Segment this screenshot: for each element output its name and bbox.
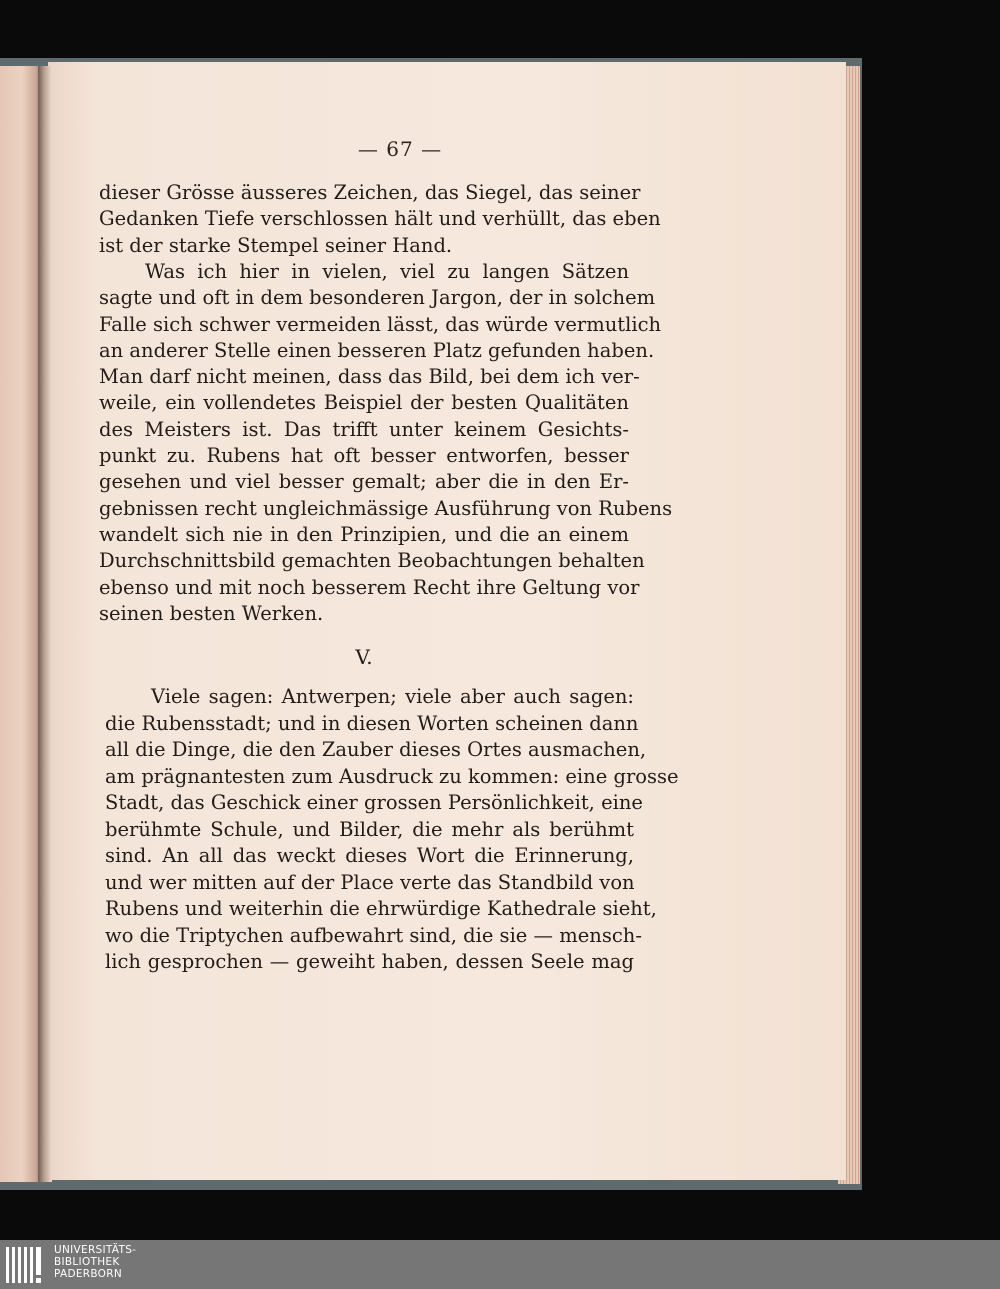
text-line: Stadt, das Geschick einer grossen Persönlichkeit, eine [105,791,643,814]
text-line: ist der starke Stempel seiner Hand. [99,233,453,257]
text-line: all die Dinge, die den Zauber dieses Ortes ausmachen, [105,738,647,761]
text-line: wo die Triptychen aufbewahrt sind, die sie — mensch- [105,923,642,947]
text-line: gesehen und viel besser gemalt; aber die in den Er- [99,470,629,494]
text-line: sind. An all das weckt dieses Wort die Erinnerung, [105,844,634,867]
library-footer-bar [0,1240,1000,1289]
left-page-edge [0,66,40,1182]
library-name-line1: UNIVERSITÄTS- [54,1244,137,1256]
text-line: Man darf nicht meinen, dass das Bild, bei dem ich ver- [99,365,640,389]
text-line: und wer mitten auf der Place verte das Standbild von [105,870,635,894]
text-line: Falle sich schwer vermeiden lässt, das würde vermutlich [99,312,662,336]
library-name-line2: BIBLIOTHEK [54,1256,120,1268]
text-line: lich gesprochen — geweiht haben, dessen Seele mag [105,950,634,973]
text-line: sagte und oft in dem besonderen Jargon, der in solchem [99,286,656,310]
text-line: berühmte Schule, und Bilder, die mehr als berühmt [105,817,634,841]
text-line: wandelt sich nie in den Prinzipien, und die an einem [99,522,629,546]
section-heading: V. [355,645,373,669]
library-stripes-logo-icon [6,1245,48,1285]
book-gutter [38,66,52,1182]
text-line: weile, ein vollendetes Beispiel der besten Qualitäten [99,391,629,415]
text-line: dieser Grösse äusseres Zeichen, das Siegel, das seiner [99,181,641,204]
text-line: ebenso und mit noch besserem Recht ihre Geltung vor [99,575,640,599]
text-line: die Rubensstadt; und in diesen Worten scheinen dann [105,711,639,735]
text-line: Gedanken Tiefe verschlossen hält und verhüllt, das eben [99,207,661,231]
text-line: Rubens und weiterhin die ehrwürdige Kathedrale sieht, [105,897,657,920]
page-number: — 67 — [357,137,443,161]
text-line: des Meisters ist. Das trifft unter keinem Gesichts- [99,417,629,441]
text-line: Was ich hier in vielen, viel zu langen Sätzen [145,259,629,283]
text-line: an anderer Stelle einen besseren Platz gefunden haben. [99,338,655,362]
library-logo-text [54,1244,136,1280]
text-line: Durchschnittsbild gemachten Beobachtungen behalten [99,549,645,573]
text-line: am prägnantesten zum Ausdruck zu kommen: eine grosse [105,764,679,788]
text-line: Viele sagen: Antwerpen; viele aber auch sagen: [151,685,634,708]
library-name-line3: PADERBORN [54,1268,122,1280]
text-line: seinen besten Werken. [99,601,324,625]
text-line: gebnissen recht ungleichmässige Ausführung von Rubens [99,496,673,520]
text-line: punkt zu. Rubens hat oft besser entworfen, besser [99,444,629,467]
